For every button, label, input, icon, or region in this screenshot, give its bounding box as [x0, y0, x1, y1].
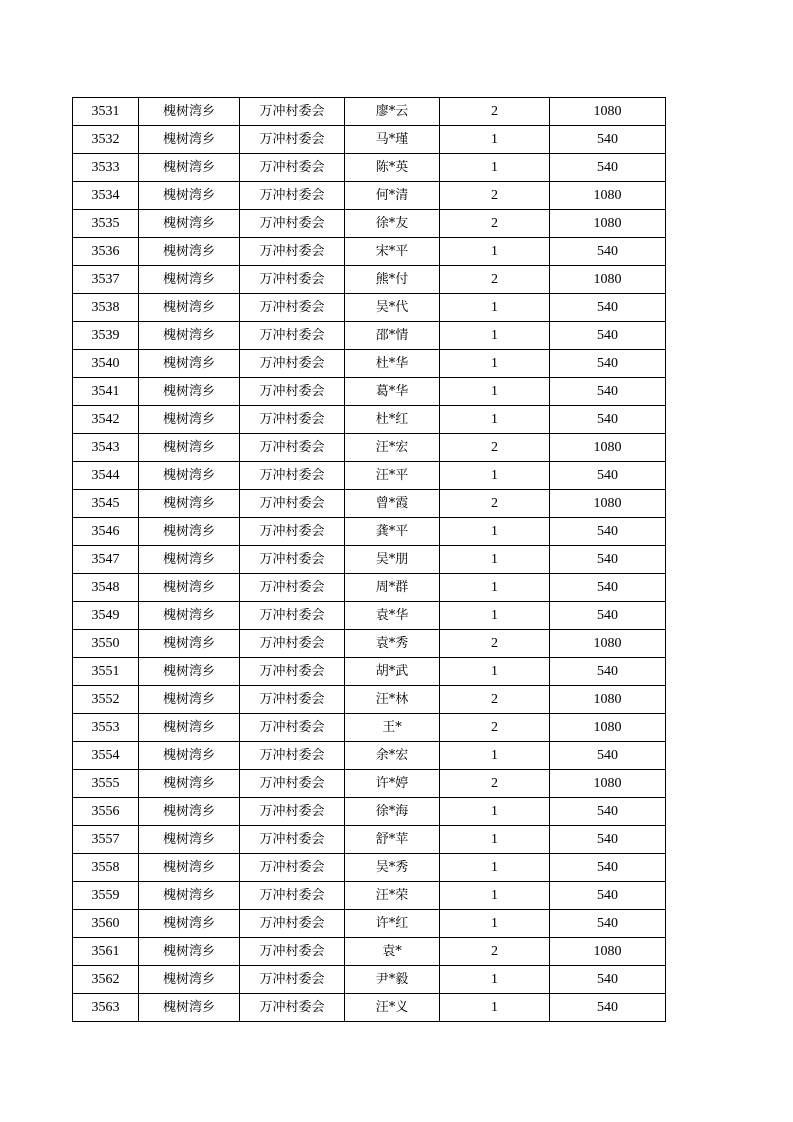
- township-cell: 槐树湾乡: [139, 574, 240, 602]
- row-number-cell: 3555: [73, 770, 139, 798]
- village-committee-cell: 万冲村委会: [240, 434, 345, 462]
- name-cell: 曾*霞: [345, 490, 440, 518]
- count-cell: 1: [440, 154, 550, 182]
- table-row: [73, 154, 666, 182]
- amount-cell: 1080: [550, 686, 666, 714]
- township-cell: 槐树湾乡: [139, 378, 240, 406]
- amount-cell: 1080: [550, 770, 666, 798]
- village-committee-cell: 万冲村委会: [240, 826, 345, 854]
- name-cell: 汪*荣: [345, 882, 440, 910]
- village-committee-cell: 万冲村委会: [240, 658, 345, 686]
- village-committee-cell: 万冲村委会: [240, 770, 345, 798]
- table-row: [73, 574, 666, 602]
- row-number-cell: 3533: [73, 154, 139, 182]
- table-row: [73, 462, 666, 490]
- village-committee-cell: 万冲村委会: [240, 322, 345, 350]
- count-cell: 2: [440, 98, 550, 126]
- amount-cell: 540: [550, 322, 666, 350]
- table-row: [73, 518, 666, 546]
- amount-cell: 540: [550, 518, 666, 546]
- village-committee-cell: 万冲村委会: [240, 182, 345, 210]
- count-cell: 1: [440, 994, 550, 1022]
- amount-cell: 540: [550, 574, 666, 602]
- row-number-cell: 3536: [73, 238, 139, 266]
- amount-cell: 540: [550, 294, 666, 322]
- township-cell: 槐树湾乡: [139, 798, 240, 826]
- name-cell: 葛*华: [345, 378, 440, 406]
- table-row: [73, 182, 666, 210]
- table-row: [73, 826, 666, 854]
- township-cell: 槐树湾乡: [139, 294, 240, 322]
- village-committee-cell: 万冲村委会: [240, 994, 345, 1022]
- amount-cell: 540: [550, 826, 666, 854]
- village-committee-cell: 万冲村委会: [240, 266, 345, 294]
- row-number-cell: 3551: [73, 658, 139, 686]
- table-row: [73, 602, 666, 630]
- name-cell: 吴*代: [345, 294, 440, 322]
- name-cell: 杜*华: [345, 350, 440, 378]
- name-cell: 舒*苹: [345, 826, 440, 854]
- name-cell: 袁*: [345, 938, 440, 966]
- count-cell: 1: [440, 406, 550, 434]
- count-cell: 2: [440, 686, 550, 714]
- township-cell: 槐树湾乡: [139, 350, 240, 378]
- village-committee-cell: 万冲村委会: [240, 714, 345, 742]
- row-number-cell: 3548: [73, 574, 139, 602]
- township-cell: 槐树湾乡: [139, 742, 240, 770]
- table-row: [73, 378, 666, 406]
- table-row: [73, 490, 666, 518]
- table-row: [73, 910, 666, 938]
- amount-cell: 540: [550, 966, 666, 994]
- count-cell: 1: [440, 826, 550, 854]
- village-committee-cell: 万冲村委会: [240, 378, 345, 406]
- amount-cell: 1080: [550, 490, 666, 518]
- name-cell: 许*红: [345, 910, 440, 938]
- table-row: [73, 350, 666, 378]
- row-number-cell: 3561: [73, 938, 139, 966]
- name-cell: 熊*付: [345, 266, 440, 294]
- count-cell: 2: [440, 266, 550, 294]
- village-committee-cell: 万冲村委会: [240, 490, 345, 518]
- amount-cell: 540: [550, 350, 666, 378]
- table-row: [73, 658, 666, 686]
- township-cell: 槐树湾乡: [139, 714, 240, 742]
- amount-cell: 540: [550, 602, 666, 630]
- count-cell: 2: [440, 490, 550, 518]
- count-cell: 1: [440, 350, 550, 378]
- amount-cell: 540: [550, 910, 666, 938]
- amount-cell: 540: [550, 378, 666, 406]
- row-number-cell: 3547: [73, 546, 139, 574]
- township-cell: 槐树湾乡: [139, 546, 240, 574]
- table-row: [73, 266, 666, 294]
- village-committee-cell: 万冲村委会: [240, 154, 345, 182]
- count-cell: 2: [440, 210, 550, 238]
- village-committee-cell: 万冲村委会: [240, 210, 345, 238]
- name-cell: 吴*秀: [345, 854, 440, 882]
- village-committee-cell: 万冲村委会: [240, 574, 345, 602]
- row-number-cell: 3552: [73, 686, 139, 714]
- count-cell: 2: [440, 182, 550, 210]
- amount-cell: 540: [550, 546, 666, 574]
- village-committee-cell: 万冲村委会: [240, 854, 345, 882]
- count-cell: 2: [440, 714, 550, 742]
- township-cell: 槐树湾乡: [139, 98, 240, 126]
- table-row: [73, 294, 666, 322]
- name-cell: 汪*林: [345, 686, 440, 714]
- count-cell: 1: [440, 378, 550, 406]
- row-number-cell: 3562: [73, 966, 139, 994]
- township-cell: 槐树湾乡: [139, 210, 240, 238]
- count-cell: 1: [440, 854, 550, 882]
- township-cell: 槐树湾乡: [139, 826, 240, 854]
- row-number-cell: 3539: [73, 322, 139, 350]
- table-row: [73, 798, 666, 826]
- township-cell: 槐树湾乡: [139, 238, 240, 266]
- name-cell: 周*群: [345, 574, 440, 602]
- name-cell: 何*清: [345, 182, 440, 210]
- row-number-cell: 3560: [73, 910, 139, 938]
- name-cell: 袁*秀: [345, 630, 440, 658]
- row-number-cell: 3546: [73, 518, 139, 546]
- township-cell: 槐树湾乡: [139, 910, 240, 938]
- count-cell: 1: [440, 518, 550, 546]
- village-committee-cell: 万冲村委会: [240, 910, 345, 938]
- table-row: [73, 938, 666, 966]
- name-cell: 汪*平: [345, 462, 440, 490]
- village-committee-cell: 万冲村委会: [240, 798, 345, 826]
- township-cell: 槐树湾乡: [139, 266, 240, 294]
- name-cell: 胡*武: [345, 658, 440, 686]
- amount-cell: 540: [550, 462, 666, 490]
- township-cell: 槐树湾乡: [139, 770, 240, 798]
- count-cell: 1: [440, 238, 550, 266]
- township-cell: 槐树湾乡: [139, 154, 240, 182]
- village-committee-cell: 万冲村委会: [240, 238, 345, 266]
- count-cell: 1: [440, 966, 550, 994]
- row-number-cell: 3531: [73, 98, 139, 126]
- count-cell: 2: [440, 770, 550, 798]
- count-cell: 1: [440, 602, 550, 630]
- table-row: [73, 630, 666, 658]
- count-cell: 1: [440, 546, 550, 574]
- name-cell: 许*婷: [345, 770, 440, 798]
- township-cell: 槐树湾乡: [139, 602, 240, 630]
- township-cell: 槐树湾乡: [139, 686, 240, 714]
- amount-cell: 1080: [550, 434, 666, 462]
- amount-cell: 540: [550, 742, 666, 770]
- name-cell: 吴*朋: [345, 546, 440, 574]
- row-number-cell: 3556: [73, 798, 139, 826]
- township-cell: 槐树湾乡: [139, 630, 240, 658]
- township-cell: 槐树湾乡: [139, 658, 240, 686]
- row-number-cell: 3540: [73, 350, 139, 378]
- village-committee-cell: 万冲村委会: [240, 350, 345, 378]
- amount-cell: 540: [550, 882, 666, 910]
- row-number-cell: 3563: [73, 994, 139, 1022]
- village-committee-cell: 万冲村委会: [240, 462, 345, 490]
- amount-cell: 540: [550, 854, 666, 882]
- name-cell: 袁*华: [345, 602, 440, 630]
- count-cell: 2: [440, 434, 550, 462]
- name-cell: 宋*平: [345, 238, 440, 266]
- village-committee-cell: 万冲村委会: [240, 938, 345, 966]
- count-cell: 1: [440, 294, 550, 322]
- amount-cell: 1080: [550, 938, 666, 966]
- name-cell: 马*瑾: [345, 126, 440, 154]
- township-cell: 槐树湾乡: [139, 994, 240, 1022]
- village-committee-cell: 万冲村委会: [240, 126, 345, 154]
- table-row: [73, 882, 666, 910]
- amount-cell: 540: [550, 238, 666, 266]
- name-cell: 汪*义: [345, 994, 440, 1022]
- amount-cell: 1080: [550, 630, 666, 658]
- row-number-cell: 3545: [73, 490, 139, 518]
- amount-cell: 540: [550, 126, 666, 154]
- table-row: [73, 434, 666, 462]
- village-committee-cell: 万冲村委会: [240, 546, 345, 574]
- row-number-cell: 3542: [73, 406, 139, 434]
- township-cell: 槐树湾乡: [139, 490, 240, 518]
- row-number-cell: 3537: [73, 266, 139, 294]
- row-number-cell: 3558: [73, 854, 139, 882]
- count-cell: 1: [440, 798, 550, 826]
- township-cell: 槐树湾乡: [139, 322, 240, 350]
- table-row: [73, 98, 666, 126]
- amount-cell: 1080: [550, 98, 666, 126]
- table-row: [73, 770, 666, 798]
- village-committee-cell: 万冲村委会: [240, 98, 345, 126]
- township-cell: 槐树湾乡: [139, 462, 240, 490]
- township-cell: 槐树湾乡: [139, 882, 240, 910]
- count-cell: 1: [440, 910, 550, 938]
- table-row: [73, 546, 666, 574]
- table-row: [73, 406, 666, 434]
- count-cell: 1: [440, 658, 550, 686]
- table-row: [73, 714, 666, 742]
- table-row: [73, 238, 666, 266]
- village-committee-cell: 万冲村委会: [240, 742, 345, 770]
- village-committee-cell: 万冲村委会: [240, 518, 345, 546]
- count-cell: 1: [440, 322, 550, 350]
- table-row: [73, 742, 666, 770]
- table-row: [73, 126, 666, 154]
- count-cell: 2: [440, 630, 550, 658]
- data-table: [72, 97, 666, 1022]
- table-row: [73, 966, 666, 994]
- count-cell: 1: [440, 742, 550, 770]
- amount-cell: 540: [550, 154, 666, 182]
- count-cell: 2: [440, 938, 550, 966]
- township-cell: 槐树湾乡: [139, 182, 240, 210]
- name-cell: 汪*宏: [345, 434, 440, 462]
- name-cell: 龚*平: [345, 518, 440, 546]
- table-body: [73, 98, 666, 1022]
- township-cell: 槐树湾乡: [139, 966, 240, 994]
- count-cell: 1: [440, 462, 550, 490]
- table-row: [73, 994, 666, 1022]
- amount-cell: 540: [550, 658, 666, 686]
- row-number-cell: 3534: [73, 182, 139, 210]
- name-cell: 廖*云: [345, 98, 440, 126]
- amount-cell: 1080: [550, 714, 666, 742]
- township-cell: 槐树湾乡: [139, 434, 240, 462]
- village-committee-cell: 万冲村委会: [240, 294, 345, 322]
- row-number-cell: 3550: [73, 630, 139, 658]
- amount-cell: 540: [550, 994, 666, 1022]
- table-row: [73, 854, 666, 882]
- table-row: [73, 322, 666, 350]
- township-cell: 槐树湾乡: [139, 854, 240, 882]
- row-number-cell: 3549: [73, 602, 139, 630]
- name-cell: 邵*情: [345, 322, 440, 350]
- name-cell: 陈*英: [345, 154, 440, 182]
- village-committee-cell: 万冲村委会: [240, 406, 345, 434]
- township-cell: 槐树湾乡: [139, 406, 240, 434]
- row-number-cell: 3532: [73, 126, 139, 154]
- count-cell: 1: [440, 574, 550, 602]
- name-cell: 王*: [345, 714, 440, 742]
- township-cell: 槐树湾乡: [139, 938, 240, 966]
- row-number-cell: 3557: [73, 826, 139, 854]
- row-number-cell: 3553: [73, 714, 139, 742]
- village-committee-cell: 万冲村委会: [240, 630, 345, 658]
- row-number-cell: 3544: [73, 462, 139, 490]
- table-row: [73, 686, 666, 714]
- name-cell: 徐*友: [345, 210, 440, 238]
- name-cell: 徐*海: [345, 798, 440, 826]
- amount-cell: 1080: [550, 210, 666, 238]
- village-committee-cell: 万冲村委会: [240, 966, 345, 994]
- amount-cell: 1080: [550, 182, 666, 210]
- amount-cell: 1080: [550, 266, 666, 294]
- amount-cell: 540: [550, 406, 666, 434]
- count-cell: 1: [440, 882, 550, 910]
- table-row: [73, 210, 666, 238]
- village-committee-cell: 万冲村委会: [240, 686, 345, 714]
- village-committee-cell: 万冲村委会: [240, 882, 345, 910]
- township-cell: 槐树湾乡: [139, 518, 240, 546]
- name-cell: 余*宏: [345, 742, 440, 770]
- village-committee-cell: 万冲村委会: [240, 602, 345, 630]
- count-cell: 1: [440, 126, 550, 154]
- row-number-cell: 3541: [73, 378, 139, 406]
- row-number-cell: 3554: [73, 742, 139, 770]
- name-cell: 杜*红: [345, 406, 440, 434]
- row-number-cell: 3543: [73, 434, 139, 462]
- amount-cell: 540: [550, 798, 666, 826]
- name-cell: 尹*毅: [345, 966, 440, 994]
- row-number-cell: 3559: [73, 882, 139, 910]
- row-number-cell: 3538: [73, 294, 139, 322]
- row-number-cell: 3535: [73, 210, 139, 238]
- township-cell: 槐树湾乡: [139, 126, 240, 154]
